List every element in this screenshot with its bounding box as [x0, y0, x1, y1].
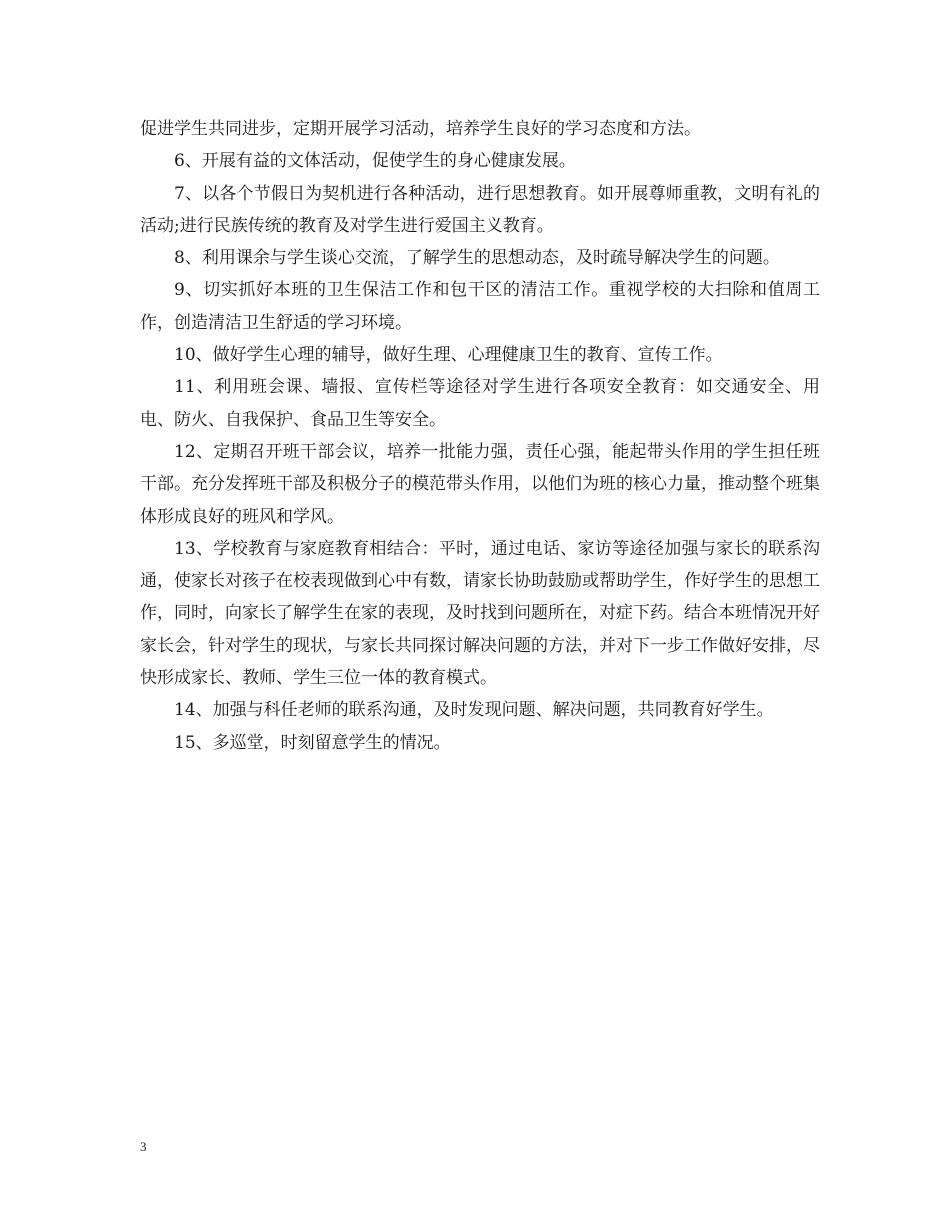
- paragraph-continuation: 促进学生共同进步，定期开展学习活动，培养学生良好的学习态度和方法。: [140, 119, 701, 139]
- paragraph-item-10: 10、做好学生心理的辅导，做好生理、心理健康卫生的教育、宣传工作。: [174, 345, 723, 366]
- document-body: [140, 113, 820, 759]
- paragraph-item-14: 14、加强与科任老师的联系沟通，及时发现问题、解决问题，共同教育好学生。: [174, 700, 774, 721]
- page-number: 3: [140, 1139, 147, 1154]
- paragraph-item-6: 6、开展有益的文体活动，促使学生的身心健康发展。: [174, 151, 576, 172]
- paragraph-item-7: 7、以各个节假日为契机进行各种活动，进行思想教育。如开展尊师重教，文明有礼的活动;进行民族传统的教育及对学生进行爱国主义教育。: [140, 183, 820, 236]
- paragraph-item-13: 13、学校教育与家庭教育相结合：平时，通过电话、家访等途径加强与家长的联系沟通，使家长对孩子在校表现做到心中有数，请家长协助鼓励或帮助学生，作好学生的思想工作，同时，向家长了解学生在家的表现，及时找到问题所在，对症下药。结合本班情况开好家长会，针对学生的现状，与家长共同探讨解决问题的方法，并对下一步工作做好安排，尽快形成家长、教师、学生三位一体的教育模式。: [140, 538, 820, 689]
- paragraph-item-8: 8、利用课余与学生谈心交流，了解学生的思想动态，及时疏导解决学生的问题。: [174, 248, 780, 269]
- paragraph-item-12: 12、定期召开班干部会议，培养一批能力强，责任心强，能起带头作用的学生担任班干部。充分发挥班干部及积极分子的模范带头作用，以他们为班的核心力量，推动整个班集体形成良好的班风和学风。: [140, 441, 820, 527]
- paragraph-item-9: 9、切实抓好本班的卫生保洁工作和包干区的清洁工作。重视学校的大扫除和值周工作，创造清洁卫生舒适的学习环境。: [140, 280, 820, 333]
- paragraph-item-15: 15、多巡堂，时刻留意学生的情况。: [174, 732, 451, 753]
- paragraph-item-11: 11、利用班会课、墙报、宣传栏等途径对学生进行各项安全教育：如交通安全、用电、防火、自我保护、食品卫生等安全。: [140, 377, 820, 430]
